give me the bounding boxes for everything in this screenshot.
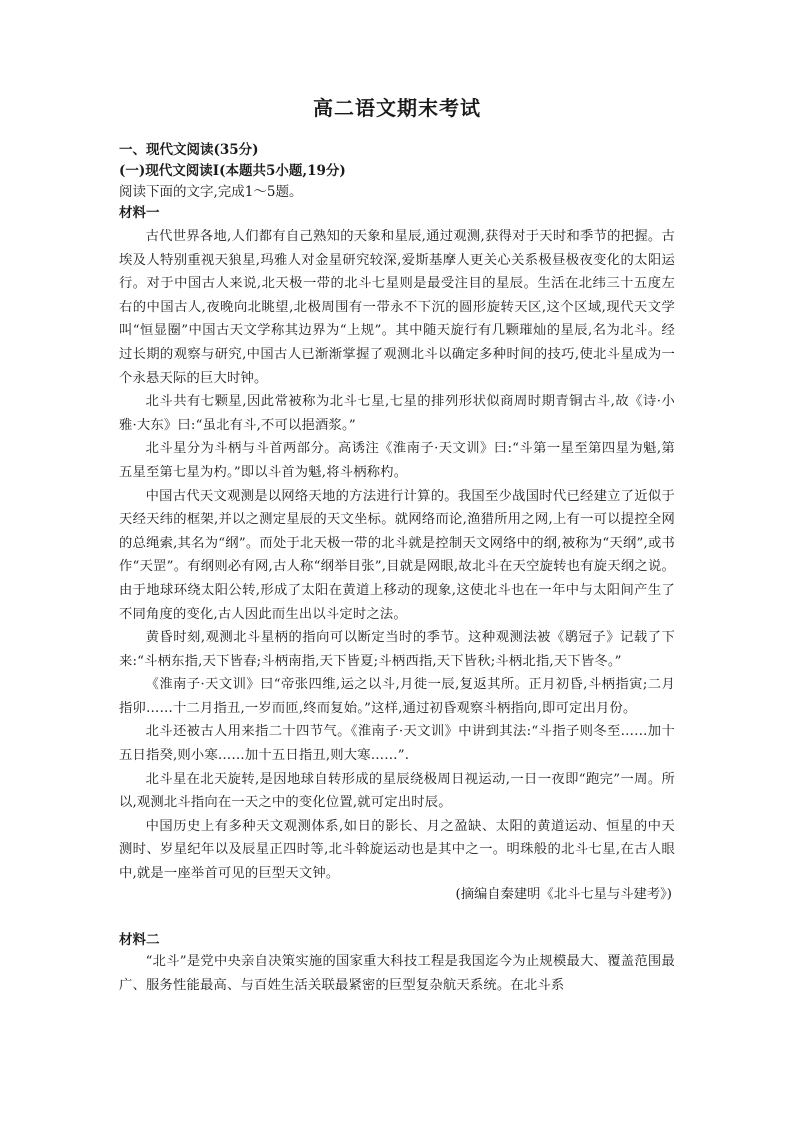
paragraph: 中国历史上有多种天文观测体系,如日的影长、月之盈缺、太阳的黄道运动、恒星的中天测时、岁星纪年以及辰星正四时等,北斗斡旋运动也是其中之一。明珠般的北斗七星,在古人眼中,就是一座举首可见的巨型天文钟。 (119, 818, 675, 882)
paragraph: 北斗还被古人用来指二十四节气。《淮南子·天文训》中讲到其法:“斗指子则冬至……加十五日指癸,则小寒……加十五日指丑,则大寒……”. (119, 724, 675, 764)
material-two-body (119, 950, 675, 997)
material-one-label: 材料一 (119, 205, 160, 221)
section-heading: 一、现代文阅读(35分) (119, 142, 259, 158)
reading-instruction: 阅读下面的文字,完成1～5题。 (119, 184, 303, 200)
paragraph: 北斗共有七颗星,因此常被称为北斗七星,七星的排列形状似商周时期青铜古斗,故《诗·小雅·大东》曰:“虽北有斗,不可以挹酒浆。” (119, 394, 675, 433)
material-two-label: 材料二 (119, 932, 160, 948)
paragraph: 北斗星分为斗柄与斗首两部分。高诱注《淮南子·天文训》曰:“斗第一星至第四星为魁,第五星至第七星为杓。”即以斗首为魁,将斗柄称杓。 (119, 441, 675, 480)
material-one-body (119, 225, 675, 886)
subsection-heading: (一)现代文阅读Ⅰ(本题共5小题,19分) (119, 163, 346, 179)
exam-title: 高二语文期末考试 (313, 96, 481, 120)
paragraph: 古代世界各地,人们都有自己熟知的天象和星辰,通过观测,获得对于天时和季节的把握。古埃及人特别重视天狼星,玛雅人对金星研究较深,爱斯基摩人更关心关系极昼极夜变化的太阳运行。对于中国古人来说,北天极一带的北斗七星则是最受注目的星辰。生活在北纬三十五度左右的中国古人,夜晚向北眺望,北极周围有一带永不下沉的圆形旋转天区,这个区域,现代天文学叫“恒显圈”中国古天文学称其边界为“上规”。其中随天旋行有几颗璀灿的星辰,名为北斗。经过长期的观察与研究,中国古人已渐渐掌握了观测北斗以确定多种时间的技巧,使北斗星成为一个永悬天际的巨大时钟。 (119, 229, 675, 386)
paragraph: “北斗”是党中央亲自决策实施的国家重大科技工程是我国迄今为止规模最大、覆盖范围最广、服务性能最高、与百姓生活关联最紧密的巨型复杂航天系统。在北斗系 (119, 954, 675, 993)
paragraph: 黄昏时刻,观测北斗星柄的指向可以断定当时的季节。这种观测法被《鹖冠子》记载了下来:“斗柄东指,天下皆春;斗柄南指,天下皆夏;斗柄西指,天下皆秋;斗柄北指,天下皆冬。” (119, 630, 675, 669)
paragraph: 中国古代天文观测是以网络天地的方法进行计算的。我国至少战国时代已经建立了近似于天经天纬的框架,并以之测定星辰的天文坐标。就网络而论,渔猎所用之网,上有一可以提控全网的总绳索,其名为“纲”。而处于北天极一带的北斗就是控制天文网络中的纲,被称为“天纲”,或书作“天罡”。有纲则必有网,古人称“纲举目张”,目就是网眼,故北斗在天空旋转也有旋天纲之说。由于地球环绕太阳公转,形成了太阳在黄道上移动的现象,这使北斗也在一年中与太阳间产生了不同角度的变化,古人因此而生出以斗定时之法。 (119, 488, 675, 622)
paragraph: 北斗星在北天旋转,是因地球自转形成的星辰绕极周日视运动,一日一夜即“跑完”一周。所以,观测北斗指向在一天之中的变化位置,就可定出时辰。 (119, 771, 675, 811)
material-one-source: (摘编自秦建明《北斗七星与斗建考》) (455, 887, 672, 902)
paragraph: 《淮南子·天文训》曰“帝张四维,运之以斗,月徙一辰,复返其所。正月初昏,斗柄指寅;二月指卯……十二月指丑,一岁而匝,终而复始。”这样,通过初昏观察斗柄指向,即可定出月份。 (119, 677, 675, 716)
